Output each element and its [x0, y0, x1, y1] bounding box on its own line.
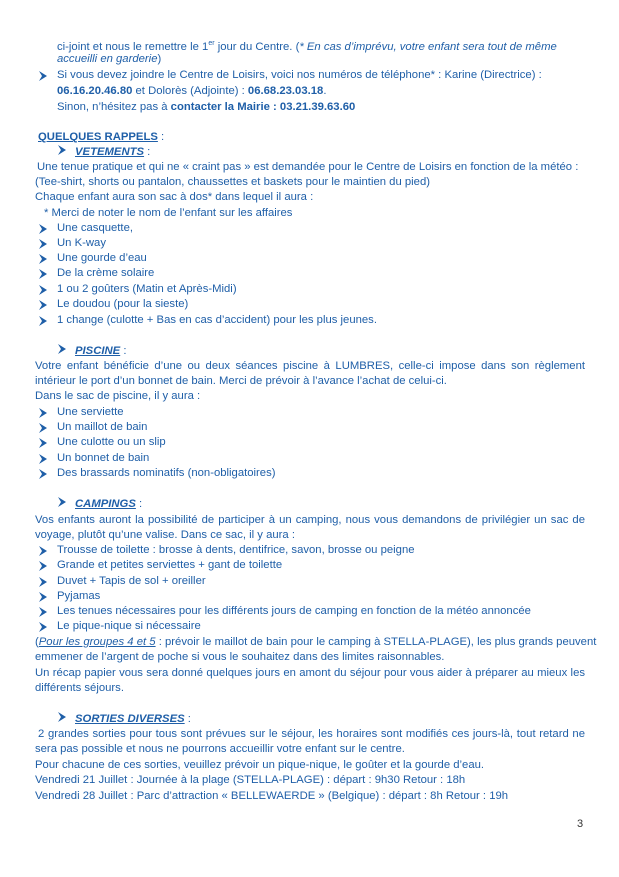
- arrow-bullet-icon: [38, 266, 52, 279]
- heading-colon: :: [144, 146, 151, 158]
- mairie-contact: contacter la Mairie : 03.21.39.63.60: [170, 101, 356, 113]
- vetements-paragraph: (Tee-shirt, shorts ou pantalon, chaussettes et baskets pour le maintien du pied): [35, 176, 430, 188]
- arrow-bullet-icon: [57, 497, 75, 513]
- intro-text: jour du Centre. (: [214, 40, 300, 53]
- heading-colon: :: [184, 713, 191, 725]
- arrow-bullet-icon: [38, 589, 52, 602]
- vetements-paragraph: Une tenue pratique et qui ne « craint pas » est demandée pour le Centre de Loisirs en fonction de la météo :: [37, 161, 579, 173]
- sorties-paragraph: Pour chacune de ces sorties, veuillez prévoir un pique-nique, le goûter et la gourde d’eau.: [35, 759, 485, 771]
- piscine-paragraph: intérieur le port d’un bonnet de bain. Merci de prévoir à l’avance l’achat de celui-ci.: [35, 375, 447, 387]
- arrow-bullet-icon: [38, 574, 52, 587]
- intro-italic-note: * En cas d’imprévu, votre enfant sera tout de même: [299, 40, 557, 53]
- sortie-date-1: Vendredi 21 Juillet : Journée à la plage (STELLA-PLAGE) : départ : 9h30 Retour : 18h: [35, 774, 466, 786]
- sorties-paragraph: 2 grandes sorties pour tous sont prévues sur le séjour, les horaires sont modifiés ces jours-là, tout retard ne: [38, 728, 585, 740]
- arrow-bullet-icon: [38, 236, 52, 249]
- arrow-bullet-icon: [57, 712, 75, 728]
- phone-text: .: [323, 85, 327, 97]
- rappels-title: [38, 130, 164, 146]
- arrow-bullet-icon: [38, 420, 52, 433]
- rappels-colon: :: [157, 131, 165, 143]
- campings-paragraph: Un récap papier vous sera donné quelques jours en amont du séjour pour vous aider à préparer au mieux les: [35, 667, 585, 679]
- vetements-note: * Merci de noter le nom de l’enfant sur les affaires: [44, 207, 293, 219]
- list-item-text: Trousse de toilette : brosse à dents, dentifrice, savon, brosse ou peigne: [57, 544, 415, 556]
- sortie-date-2: Vendredi 28 Juillet : Parc d’attraction « BELLEWAERDE » (Belgique) : départ : 8h Retour : 19h: [35, 790, 509, 802]
- vetements-paragraph: Chaque enfant aura son sac à dos* dans lequel il aura :: [35, 191, 314, 203]
- intro-italic-note: accueilli en garderie: [57, 53, 158, 65]
- arrow-bullet-icon: [57, 145, 75, 161]
- mairie-line: [57, 100, 355, 116]
- vetements-heading: VETEMENTS: [75, 146, 145, 158]
- arrow-bullet-icon: [38, 251, 52, 264]
- list-item-text: Une gourde d’eau: [57, 252, 147, 264]
- phone-dolores: 06.68.23.03.18: [247, 85, 324, 97]
- arrow-bullet-icon: [38, 619, 52, 632]
- campings-heading: CAMPINGS: [75, 498, 136, 510]
- arrow-bullet-icon: [38, 435, 52, 448]
- piscine-paragraph: Dans le sac de piscine, il y aura :: [35, 390, 201, 402]
- list-item-text: Une culotte ou un slip: [57, 436, 166, 448]
- vetements-heading-row: [57, 145, 150, 161]
- arrow-bullet-icon: [57, 344, 75, 360]
- list-item-text: Une serviette: [57, 406, 124, 418]
- list-item-text: Pyjamas: [57, 590, 101, 602]
- heading-colon: :: [135, 498, 143, 510]
- groups-open-paren: (: [35, 636, 39, 648]
- arrow-bullet-icon: [38, 313, 52, 326]
- arrow-bullet-icon: [38, 297, 52, 310]
- list-item-text: Des brassards nominatifs (non-obligatoires): [57, 467, 276, 479]
- intro-text: ci-joint et nous le remettre le 1: [57, 40, 209, 53]
- arrow-bullet-icon: [38, 466, 52, 479]
- list-item-text: Un bonnet de bain: [57, 452, 150, 464]
- groups-note: [35, 635, 597, 651]
- campings-paragraph: Vos enfants auront la possibilité de participer à un camping, nous vous demandons de privilégier un sac de: [35, 514, 585, 526]
- groups-text: : prévoir le maillot de bain pour le camping à STELLA-PLAGE), les plus grands peuvent: [155, 636, 597, 648]
- list-item-text: 1 change (culotte + Bas en cas d’accident) pour les plus jeunes.: [57, 314, 377, 326]
- arrow-bullet-icon: [38, 558, 52, 571]
- piscine-paragraph: Votre enfant bénéficie d’une ou deux séances piscine à LUMBRES, celle-ci impose dans son règlement: [35, 360, 585, 372]
- list-item-text: Grande et petites serviettes + gant de toilette: [57, 559, 283, 571]
- mairie-text: Sinon, n’hésitez pas à: [57, 101, 171, 113]
- arrow-bullet-icon: [38, 543, 52, 556]
- heading-colon: :: [120, 345, 127, 357]
- superscript: er: [208, 40, 215, 47]
- piscine-heading-row: [57, 344, 126, 360]
- rappels-heading: QUELQUES RAPPELS: [38, 131, 158, 143]
- phone-karine: 06.16.20.46.80: [57, 85, 133, 97]
- list-item-text: Une casquette,: [57, 222, 133, 234]
- arrow-bullet-icon: [38, 405, 52, 418]
- arrow-bullet-icon: [38, 221, 52, 234]
- list-item-text: Un K-way: [57, 237, 106, 249]
- list-item-text: Duvet + Tapis de sol + oreiller: [57, 575, 206, 587]
- list-item-text: Un maillot de bain: [57, 421, 148, 433]
- list-item-text: Le pique-nique si nécessaire: [57, 620, 201, 632]
- phone-text: Si vous devez joindre le Centre de Loisirs, voici nos numéros de téléphone* : Karine (Directrice) :: [57, 69, 542, 81]
- sorties-heading-row: [57, 712, 191, 728]
- sorties-heading: SORTIES DIVERSES: [75, 713, 185, 725]
- list-item-text: Les tenues nécessaires pour les différents jours de camping en fonction de la météo annoncée: [57, 605, 531, 617]
- list-item-text: De la crème solaire: [57, 267, 155, 279]
- sorties-paragraph: sera pas possible et nous ne pourrons accueillir votre enfant sur le centre.: [35, 743, 405, 755]
- campings-paragraph: voyage, plutôt qu’une valise. Dans ce sac, il y aura :: [35, 529, 295, 541]
- intro-line-2: [57, 52, 161, 68]
- piscine-heading: PISCINE: [75, 345, 121, 357]
- campings-paragraph: différents séjours.: [35, 682, 124, 694]
- intro-text: ): [157, 53, 162, 65]
- phone-numbers-line: [57, 84, 326, 100]
- page-number: 3: [577, 818, 584, 830]
- phone-text: et Dolorès (Adjointe) :: [132, 85, 248, 97]
- arrow-bullet-icon: [38, 451, 52, 464]
- arrow-bullet-icon: [38, 68, 52, 81]
- campings-paragraph: emmener de l’argent de poche si vous le souhaitez dans des limites raisonnables.: [35, 651, 445, 663]
- arrow-bullet-icon: [38, 604, 52, 617]
- list-item-text: Le doudou (pour la sieste): [57, 298, 189, 310]
- list-item-text: 1 ou 2 goûters (Matin et Après-Midi): [57, 283, 237, 295]
- campings-heading-row: [57, 497, 142, 513]
- arrow-bullet-icon: [38, 282, 52, 295]
- groups-label: Pour les groupes 4 et 5: [38, 636, 156, 648]
